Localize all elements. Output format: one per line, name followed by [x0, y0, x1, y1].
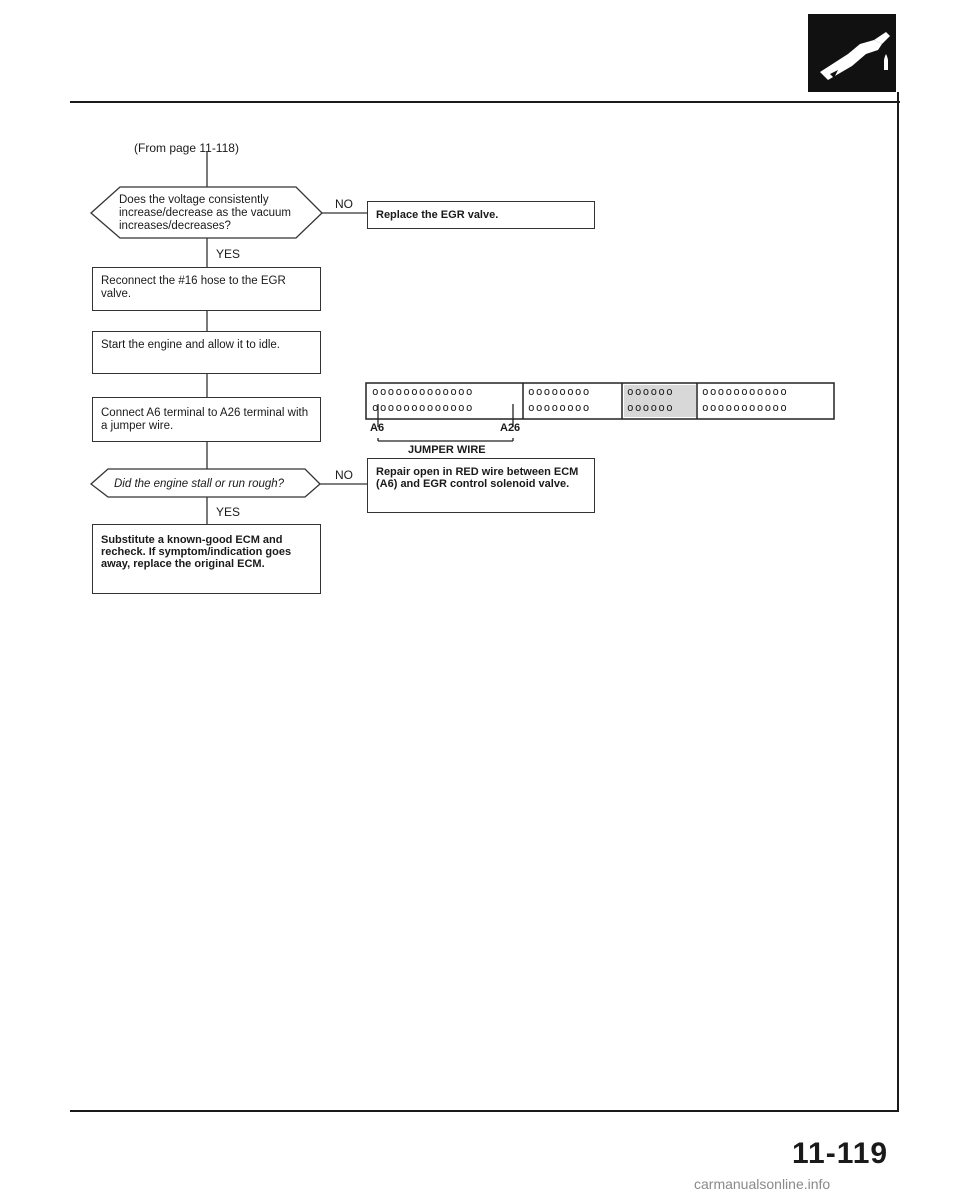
decision1-text: Does the voltage consistently increase/decrease as the vacuum increases/decreases?	[119, 194, 291, 232]
replace-egr-valve-box: Replace the EGR valve.	[367, 201, 595, 229]
connector-block1-row1: ooooooooooooo	[372, 385, 474, 398]
decision2-text: Did the engine stall or run rough?	[114, 478, 285, 490]
connector-block2-row2: oooooooo	[528, 401, 591, 414]
connector-block4-row1: ooooooooooo	[702, 385, 789, 398]
connector-block4-row2: ooooooooooo	[702, 401, 789, 414]
connector-block3-row2: oooooo	[627, 401, 674, 414]
decision2-yes-label: YES	[216, 505, 241, 519]
connect-jumper-box: Connect A6 terminal to A26 terminal with a jumper wire.	[92, 397, 321, 442]
connector-block2-row1: oooooooo	[528, 385, 591, 398]
jumper-wire-label: JUMPER WIRE	[408, 444, 486, 456]
connector-block1-row2: ooooooooooooo	[372, 401, 474, 414]
from-page-label: (From page 11-118)	[134, 141, 239, 155]
decision2-no-label: NO	[335, 468, 353, 482]
pin-a6-label: A6	[370, 422, 385, 434]
reconnect-hose-box: Reconnect the #16 hose to the EGR valve.	[92, 267, 321, 311]
substitute-ecm-box: Substitute a known-good ECM and recheck. If symptom/indication goes away, replace the original ECM.	[92, 524, 321, 594]
decision1-yes-label: YES	[216, 247, 241, 261]
decision1-no-label: NO	[335, 197, 353, 211]
pin-a26-label: A26	[500, 422, 521, 434]
page-number: 11-119	[792, 1137, 889, 1170]
start-engine-box: Start the engine and allow it to idle.	[92, 331, 321, 374]
watermark: carmanualsonline.info	[694, 1176, 831, 1192]
repair-open-wire-box: Repair open in RED wire between ECM (A6) and EGR control solenoid valve.	[367, 458, 595, 513]
connector-block3-row1: oooooo	[627, 385, 674, 398]
